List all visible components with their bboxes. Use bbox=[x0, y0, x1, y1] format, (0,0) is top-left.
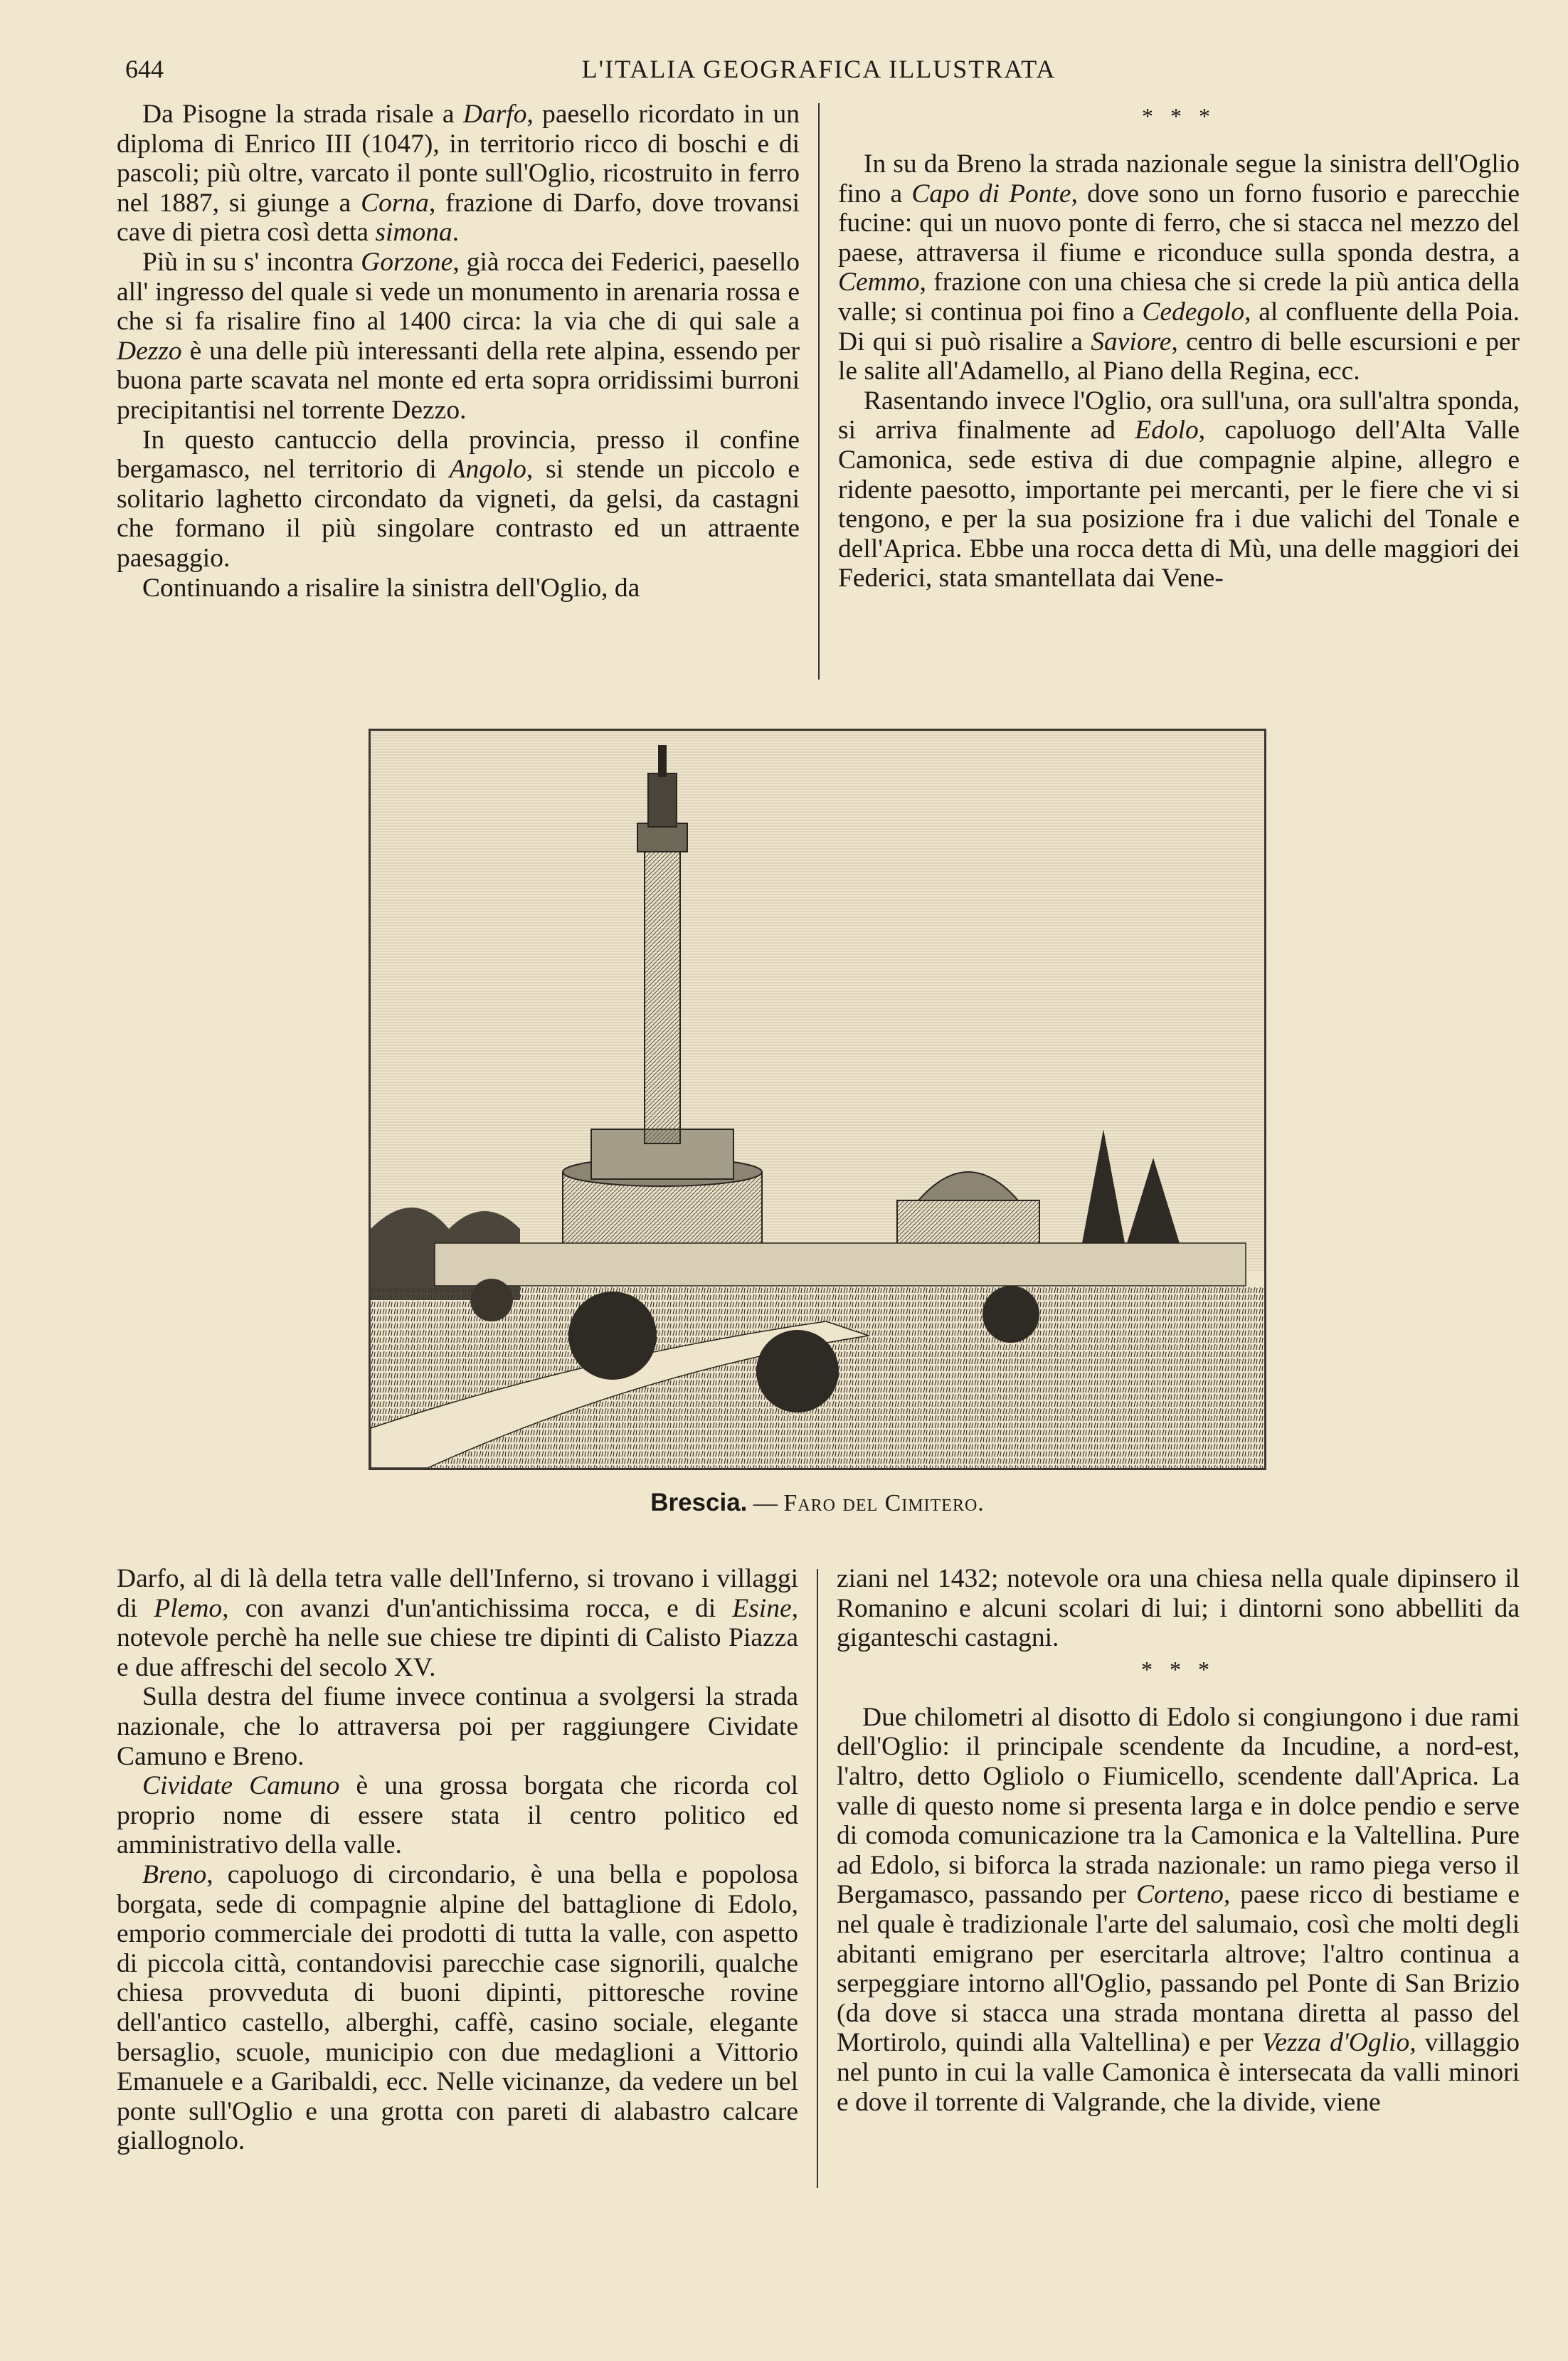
paragraph: In questo cantuccio della provincia, presso il confine bergamasco, nel territorio di Angolo, si stende un piccolo e solitario laghetto circondato da vigneti, da gelsi, da castagni che formano il più singolare contrasto ed un attraente paesaggio. bbox=[117, 425, 800, 573]
column-divider bbox=[817, 1569, 818, 2188]
figure-caption bbox=[369, 1489, 1266, 1517]
colonnade bbox=[435, 1243, 1246, 1286]
engraving-illustration bbox=[369, 729, 1266, 1470]
paragraph: Sulla destra del fiume invece continua a svolgersi la strada nazionale, che lo attraversa poi per raggiungere Cividate Camuno e Breno. bbox=[117, 1682, 798, 1771]
top-left-column bbox=[117, 100, 800, 603]
paragraph: Da Pisogne la strada risale a Darfo, paesello ricordato in un diploma di Enrico III (1047), in territorio ricco di boschi e di pascoli; più oltre, varcato il ponte sull'Oglio, ricostruito in ferro nel 1887, si giunge a Corna, frazione di Darfo, dove trovansi cave di pietra così detta simona. bbox=[117, 100, 800, 248]
running-head bbox=[125, 54, 1513, 90]
journal-title: L'ITALIA GEOGRAFICA ILLUSTRATA bbox=[581, 55, 1056, 83]
paragraph: Due chilometri al disotto di Edolo si congiungono i due rami dell'Oglio: il principale scendente da Incudine, a nord-est, l'altro, detto Ogliolo o Fiumicello, scendente dall'Aprica. La valle di questo nome si presenta larga e in dolce pendio e serve di comoda comunicazione tra la Camonica e la Valtellina. Pure ad Edolo, si biforca la strada nazionale: un ramo piega verso il Bergamasco, passando per Corteno, paese ricco di bestiame e nel quale è tradizionale l'arte del salumaio, così che molti degli abitanti emigrano per esercitarla altrove; l'altro continua a serpeggiare intorno all'Oglio, passando pel Ponte di San Brizio (da dove si stacca una strada montana diretta al passo del Mortirolo, quindi alla Valtellina) e per Vezza d'Oglio, villaggio nel punto in cui la valle Camonica è intersecata da valli minori e dove il torrente di Valgrande, che la divide, viene bbox=[837, 1702, 1520, 2117]
paragraph: Più in su s' incontra Gorzone, già rocca dei Federici, paesello all' ingresso del quale si vede un monumento in arenaria rossa e che si fa risalire fino al 1400 circa: la via che di qui sale a Dezzo è una delle più interessanti della rete alpina, essendo per buona parte scavata nel monte ed erta sopra orridissimi burroni precipitantisi nel torrente Dezzo. bbox=[117, 247, 800, 425]
shrub bbox=[568, 1292, 657, 1380]
section-mark: * * * bbox=[1142, 103, 1216, 129]
lighthouse-column bbox=[645, 845, 680, 1143]
column-divider bbox=[818, 103, 820, 680]
lighthouse-engraving bbox=[371, 731, 1264, 1468]
caption-place: Brescia. bbox=[650, 1489, 748, 1516]
caption-dash: — bbox=[747, 1490, 784, 1516]
top-right-column bbox=[838, 100, 1520, 593]
paragraph: Cividate Camuno è una grossa borgata che ricorda col proprio nome di essere stata il centro politico ed amministrativo della valle. bbox=[117, 1771, 798, 1860]
shrub bbox=[756, 1330, 839, 1412]
section-mark: * * * bbox=[1141, 1656, 1215, 1682]
shrub bbox=[470, 1279, 513, 1321]
paragraph: In su da Breno la strada nazionale segue la sinistra dell'Oglio fino a Capo di Ponte, dove sono un forno fusorio e parecchie fucine: qui un nuovo ponte di ferro, che si stacca nel mezzo del paese, attraversa il fiume e riconduce sulla sponda destra, a Cemmo, frazione con una chiesa che si crede la più antica della valle; si continua poi fino a Cedegolo, al confluente della Poia. Di qui si può risalire a Saviore, centro di belle escursioni e per le salite all'Adamello, al Piano della Regina, ecc. bbox=[838, 149, 1520, 386]
page-number: 644 bbox=[125, 55, 164, 83]
bottom-left-column bbox=[117, 1564, 798, 2156]
bottom-right-column bbox=[837, 1564, 1520, 2117]
shrub bbox=[982, 1286, 1039, 1343]
caption-title: Faro del Cimitero. bbox=[783, 1490, 985, 1516]
paragraph: Breno, capoluogo di circondario, è una bella e popolosa borgata, sede di compagnie alpine del battaglione di Edolo, emporio commerciale dei prodotti di tutta la valle, con aspetto di piccola città, contandovisi parecchie case signorili, qualche chiesa provveduta di buoni dipinti, pittoresche rovine dell'antico castello, alberghi, caffè, casino sociale, elegante bersaglio, scuole, municipio con due medaglioni a Vittorio Emanuele e a Garibaldi, ecc. Nelle vicinanze, da vedere un bel ponte sull'Oglio e una grotta con pareti di alabastro calcare giallognolo. bbox=[117, 1859, 798, 2156]
paragraph: Darfo, al di là della tetra valle dell'Inferno, si trovano i villaggi di Plemo, con avanzi d'un'antichissima rocca, e di Esine, notevole perchè ha nelle sue chiese tre dipinti di Calisto Piazza e due affreschi del secolo XV. bbox=[117, 1564, 798, 1682]
paragraph: Rasentando invece l'Oglio, ora sull'una, ora sull'altra sponda, si arriva finalmente ad Edolo, capoluogo dell'Alta Valle Camonica, sede estiva di due compagnie alpine, allegro e ridente paesotto, importante pei mercanti, per le fiere che vi si tengono, e per la sua posizione fra i due valichi del Tonale e dell'Aprica. Ebbe una rocca detta di Mù, una delle maggiori dei Federici, stata smantellata dai Vene- bbox=[838, 386, 1520, 593]
paragraph: ziani nel 1432; notevole ora una chiesa nella quale dipinsero il Romanino e alcuni scolari di lui; i dintorni sono abbelliti da giganteschi castagni. bbox=[837, 1564, 1520, 1653]
paragraph: Continuando a risalire la sinistra dell'Oglio, da bbox=[142, 573, 640, 603]
